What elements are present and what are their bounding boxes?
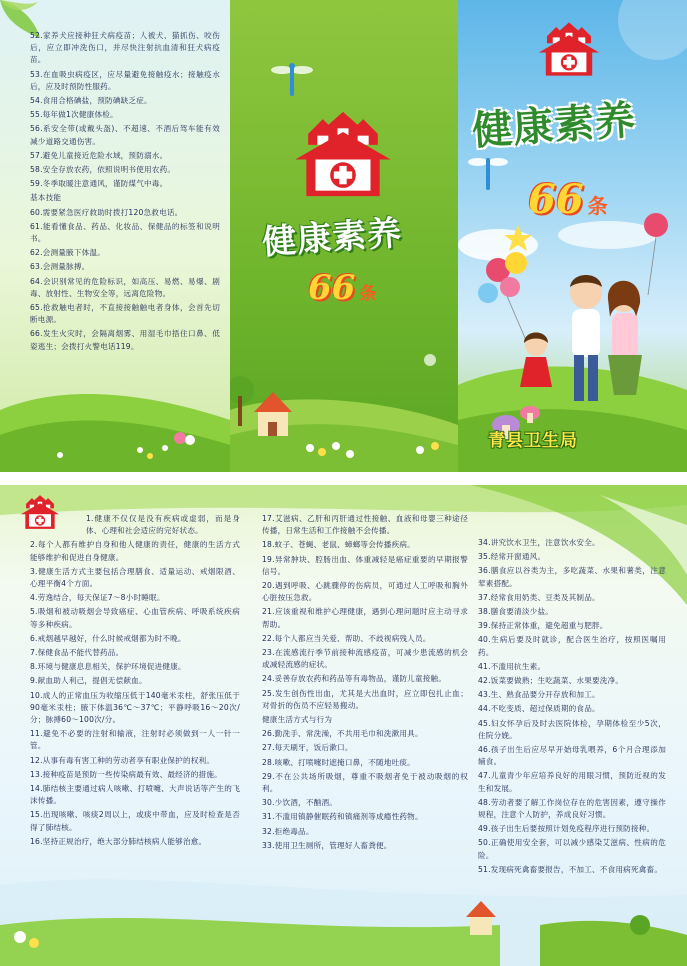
list-item: 1.健康不仅仅是没有疾病或虚弱，而是身体、心理和社会适应的完好状态。 — [86, 514, 240, 536]
list-item: 16.坚持正规治疗，绝大部分肺结核病人能够治愈。 — [30, 836, 207, 846]
list-item: 21.应该重视和维护心理健康，遇到心理问题时应主动寻求帮助。 — [262, 607, 468, 629]
list-item: 2.每个人都有维护自身和他人健康的责任，健康的生活方式能够维护和促进自身健康。 — [30, 540, 240, 562]
list-item: 32.拒绝毒品。 — [262, 826, 314, 836]
brochure-outer-sheet — [0, 0, 687, 472]
list-item: 51.发现病死禽畜要报告，不加工、不食用病死禽畜。 — [478, 864, 663, 874]
list-item: 6.戒烟越早越好，什么时候戒烟都为时不晚。 — [30, 633, 186, 643]
list-item: 11.避免不必要的注射和输液，注射时必须做到一人一针一管。 — [30, 729, 240, 751]
list-item: 53.在血吸虫病疫区，应尽量避免接触疫水；接触疫水后，应及时预防性服药。 — [30, 69, 220, 91]
list-item: 46.孩子出生后应尽早开始母乳喂养，6个月合理添加辅食。 — [478, 745, 666, 767]
list-item: 18.蚊子、苍蝇、老鼠、蟑螂等会传播疾病。 — [262, 540, 415, 550]
list-item: 3.健康生活方式主要包括合理膳食、适量运动、戒烟限酒、心理平衡4个方面。 — [30, 566, 240, 589]
list-item: 48.劳动者要了解工作岗位存在的危害因素，遵守操作规程，注意个人防护，养成良好习惯。 — [478, 797, 666, 820]
list-item: 13.接种疫苗是预防一些传染病最有效、最经济的措施。 — [30, 769, 222, 779]
list-item: 22.每个人都应当关爱、帮助、不歧视病残人员。 — [262, 633, 431, 643]
list-item: 9.献血助人利己，提倡无偿献血。 — [30, 676, 147, 686]
front-cover-panel — [458, 0, 687, 472]
list-item: 34.讲究饮水卫生，注意饮水安全。 — [478, 538, 600, 547]
list-item: 44.不吃变质、超过保质期的食品。 — [478, 704, 600, 714]
list-item: 7.保健食品不能代替药品。 — [30, 648, 124, 658]
list-item: 24.妥善存放农药和药品等有毒物品，谨防儿童接触。 — [262, 674, 447, 684]
list-item: 12.从事有毒有害工种的劳动者享有职业保护的权利。 — [30, 755, 215, 765]
list-item: 26.勤洗手、常洗澡，不共用毛巾和洗漱用具。 — [262, 729, 423, 739]
list-item: 43.生、熟食品要分开存放和加工。 — [478, 690, 600, 700]
cover-title: 健康素养 — [261, 213, 404, 263]
meadow-house-illustration — [230, 330, 458, 472]
list-item: 10.成人的正常血压为收缩压低于140毫米汞柱，舒张压低于90毫米汞柱；腋下体温36℃～37℃；平静呼吸16～20次/分；脉搏60～100次/分。 — [30, 690, 240, 725]
list-item: 42.饭菜要做熟；生吃蔬菜、水果要洗净。 — [478, 676, 624, 686]
list-item: 37.经常食用奶类、豆类及其制品。 — [478, 592, 600, 602]
back-panel — [0, 0, 230, 472]
list-item: 4.劳逸结合，每天保证7～8小时睡眠。 — [30, 593, 165, 603]
back-panel-list — [30, 30, 220, 355]
list-item: 5.吸烟和被动吸烟会导致癌症、心血管疾病、呼吸系统疾病等多种疾病。 — [30, 607, 240, 629]
list-item: 50.正确使用安全套，可以减少感染艾滋病、性病的危险。 — [478, 838, 666, 860]
section-heading: 健康生活方式与行为 — [262, 715, 333, 725]
list-item: 45.妇女怀孕后及时去医院体检，孕期体检至少5次，住院分娩。 — [478, 718, 666, 740]
count-unit: 条 — [587, 194, 608, 218]
list-item: 54.食用合格碘盐，预防碘缺乏症。 — [30, 96, 152, 106]
list-item: 20.遇到呼吸、心跳骤停的伤病员，可通过人工呼吸和胸外心脏按压急救。 — [262, 581, 468, 603]
list-item: 61.能看懂食品、药品、化妆品、保健品的标签和说明书。 — [30, 221, 220, 244]
list-item: 15.出现咳嗽、咳痰2周以上，或痰中带血，应及时检查是否得了肺结核。 — [30, 810, 240, 832]
brochure-inner-sheet — [0, 485, 687, 966]
list-item: 29.不在公共场所吸烟，尊重不吸烟者免于被动吸烟的权利。 — [262, 771, 468, 794]
list-item: 55.每年做1次健康体检。 — [30, 110, 118, 120]
organization-name: 青县卫生局 — [488, 431, 578, 451]
list-item: 57.避免儿童接近危险水域，预防溺水。 — [30, 150, 168, 160]
list-item: 14.肺结核主要通过病人咳嗽、打喷嚏、大声说话等产生的飞沫传播。 — [30, 784, 240, 806]
list-item: 30.少饮酒，不酗酒。 — [262, 798, 338, 808]
list-item: 64.会识别常见的危险标识，如高压、易燃、易爆、剧毒、放射性、生物安全等，远离危险物。 — [30, 276, 220, 298]
front-title: 健康素养 — [470, 96, 638, 155]
list-item: 63.会测量脉搏。 — [30, 262, 90, 272]
list-item: 66.发生火灾时，会隔离烟雾、用湿毛巾捂住口鼻、低姿逃生；会拨打火警电话119。 — [30, 329, 220, 351]
list-item: 17.艾滋病、乙肝和丙肝通过性接触、血液和母婴三种途径传播，日常生活和工作接触不会传播。 — [262, 514, 468, 536]
health-items-column-2 — [262, 513, 468, 854]
list-item: 65.抢救触电者时，不直接接触触电者身体，会首先切断电源。 — [30, 303, 220, 325]
list-item: 28.咳嗽、打喷嚏时遮掩口鼻，不随地吐痰。 — [262, 757, 415, 767]
section-heading: 基本技能 — [30, 193, 62, 203]
count-unit: 条 — [359, 284, 377, 304]
list-item: 52.家养犬应接种狂犬病疫苗；人被犬、猫抓伤、咬伤后，应立即冲洗伤口，并尽快注射抗血清和狂犬病疫苗。 — [30, 31, 220, 65]
health-bureau-logo-icon — [288, 108, 398, 200]
list-item: 35.经常开窗通风。 — [478, 552, 546, 562]
list-item: 8.环境与健康息息相关，保护环境促进健康。 — [30, 662, 186, 672]
grass-hill-illustration — [0, 380, 230, 472]
list-item: 41.不滥用抗生素。 — [478, 661, 546, 671]
count-number: 66 — [308, 268, 356, 308]
health-items-column-1 — [30, 513, 240, 850]
list-item: 60.需要紧急医疗救助时拨打120急救电话。 — [30, 207, 183, 217]
health-items-column-3 — [478, 537, 666, 878]
list-item: 23.在流感流行季节前接种流感疫苗，可减少患流感的机会或减轻流感的症状。 — [262, 648, 468, 670]
list-item: 36.膳食应以谷类为主，多吃蔬菜、水果和薯类，注意荤素搭配。 — [478, 566, 666, 588]
list-item: 27.每天刷牙，饭后漱口。 — [262, 743, 353, 753]
list-item: 25.发生创伤性出血，尤其是大出血时，应立即包扎止血；对骨折的伤员不应轻易搬动。 — [262, 688, 468, 710]
list-item: 19.异常肿块、腔肠出血、体重减轻是癌症重要的早期报警信号。 — [262, 554, 468, 576]
list-item: 38.膳食要清淡少盐。 — [478, 607, 554, 617]
list-item: 31.不滥用镇静催眠药和镇痛剂等成瘾性药物。 — [262, 812, 423, 822]
list-item: 39.保持正常体重，避免超重与肥胖。 — [478, 621, 608, 631]
cover-subtitle — [308, 268, 376, 308]
list-item: 59.冬季取暖注意通风，谨防煤气中毒。 — [30, 179, 168, 189]
list-item: 62.会测量腋下体温。 — [30, 248, 106, 258]
count-number: 66 — [528, 176, 584, 223]
list-item: 56.系安全带(或戴头盔)、不超速、不酒后驾车能有效减少道路交通伤害。 — [30, 124, 220, 146]
list-item: 49.孩子出生后要按照计划免疫程序进行预防接种。 — [478, 824, 655, 834]
list-item: 58.安全存放农药，依照说明书使用农药。 — [30, 165, 176, 175]
middle-cover-panel — [230, 0, 458, 472]
list-item: 40.生病后要及时就诊，配合医生治疗，按照医嘱用药。 — [478, 635, 666, 657]
health-bureau-logo-icon — [533, 20, 605, 78]
list-item: 33.使用卫生厕所，管理好人畜粪便。 — [262, 840, 392, 850]
dragonfly-icon — [270, 60, 314, 100]
dragonfly-icon — [468, 150, 508, 194]
list-item: 47.儿童青少年应培养良好的用眼习惯，预防近视的发生和发展。 — [478, 771, 666, 793]
